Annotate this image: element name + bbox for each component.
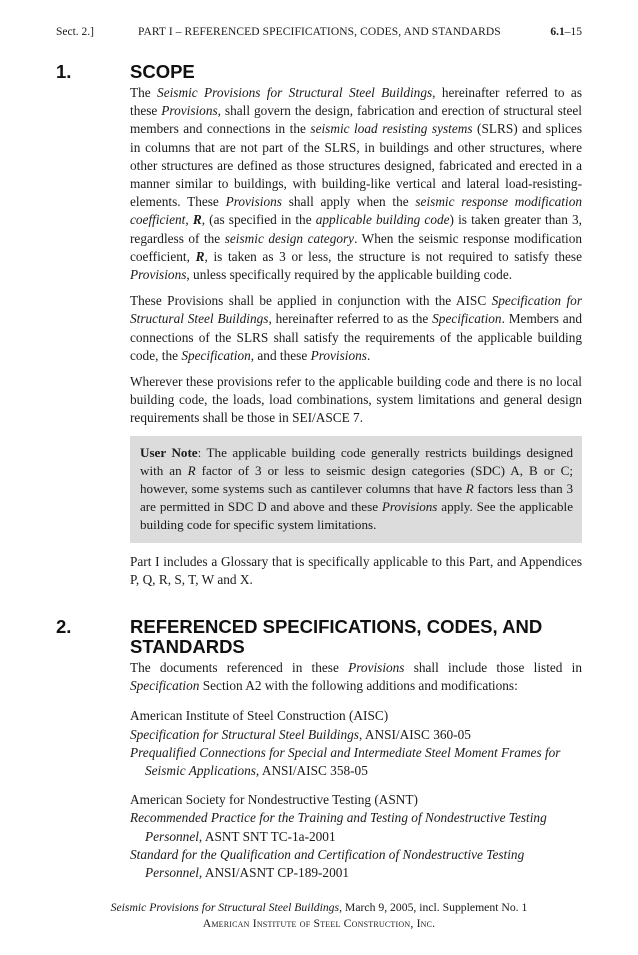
reference-item: Prequalified Connections for Special and Intermediate Steel Moment Frames for Seismic Applications, ANSI/AISC 358-05 [130, 744, 561, 779]
user-note-label: User Note [140, 444, 198, 460]
section-body-scope [56, 84, 582, 589]
section-body-referenced-specs [56, 659, 582, 882]
reference-list [130, 707, 582, 882]
section-heading-referenced-specs [56, 617, 582, 657]
footer-line-1 [0, 900, 638, 916]
reference-item: Recommended Practice for the Training and Testing of Nondestructive Testing Personnel, ASNT SNT TC-1a-2001 [130, 810, 547, 844]
footer-publisher: American Institute of Steel Construction, Inc. [202, 917, 436, 930]
paragraph: The documents referenced in these Provisions shall include those listed in Specification Section A2 with the following additions and modifications: [130, 660, 583, 694]
section-title: SCOPE [130, 61, 195, 82]
running-title: PART I – REFERENCED SPECIFICATIONS, CODES, AND STANDARDS [138, 26, 501, 38]
paragraph: Wherever these provisions refer to the applicable building code and there is no local building code, the loads, load combinations, system limitations and general design requirements shall be those in SEI/ASCE 7. [130, 374, 582, 426]
paragraph: These Provisions shall be applied in conjunction with the AISC Specification for Structural Steel Buildings, hereinafter referred to as the Specification. Members and connections of the SLRS shall satisfy the requirements of the applicable building code, the Specification, and these Provisions. [130, 293, 582, 363]
section-number: 1. [56, 61, 72, 82]
reference-item: Specification for Structural Steel Buildings, ANSI/AISC 360-05 [130, 726, 471, 742]
section-number: 2. [56, 616, 72, 638]
footer-date: , March 9, 2005, incl. Supplement No. 1 [339, 901, 528, 914]
running-header [56, 24, 582, 40]
reference-organization: American Society for Nondestructive Testing (ASNT) [130, 792, 418, 808]
page-footer [0, 900, 638, 932]
page-number-prefix: 6.1 [550, 26, 565, 38]
user-note-text: : The applicable building code generally restricts buildings designed with an R factor of 3 or less to seismic design categories (SDC) A, B or C; however, some systems such as cantilever columns that have R factors less than 3 are permitted in SDC D and above and these Provisions apply. See the applicable building code for specific system limitations. [140, 444, 574, 532]
main-content [56, 62, 582, 893]
user-note-box [130, 436, 582, 543]
section-title: REFERENCED SPECIFICATIONS, CODES, AND STANDARDS [130, 616, 543, 658]
reference-organization: American Institute of Steel Construction (AISC) [130, 708, 389, 724]
page-number [550, 24, 582, 40]
reference-group [130, 791, 582, 882]
paragraph: The Seismic Provisions for Structural Steel Buildings, hereinafter referred to as these Provisions, shall govern the design, fabrication and erection of structural steel members and connections in the seismic load resisting systems (SLRS) and splices in columns that are not part of the SLRS, in buildings and other structures, where other structures are defined as those structures designed, fabricated and erected in a manner similar to buildings, with building-like vertical and lateral load-resisting-elements. These Provisions shall apply when the seismic response modification coefficient, R, (as specified in the applicable building code) is taken greater than 3, regardless of the seismic design category. When the seismic response modification coefficient, R, is taken as 3 or less, the structure is not required to satisfy these Provisions, unless specifically required by the applicable building code. [130, 85, 583, 283]
footer-document-title: Seismic Provisions for Structural Steel Buildings [110, 901, 340, 914]
section-reference: Sect. 2.] [56, 26, 95, 38]
section-heading-scope [56, 62, 582, 82]
reference-item: Standard for the Qualification and Certification of Nondestructive Testing Personnel, ANSI/ASNT CP-189-2001 [130, 846, 525, 881]
paragraph: Part I includes a Glossary that is specifically applicable to this Part, and Appendices P, Q, R, S, T, W and X. [130, 553, 582, 587]
page-number-suffix: –15 [564, 26, 582, 38]
reference-group [130, 707, 582, 780]
